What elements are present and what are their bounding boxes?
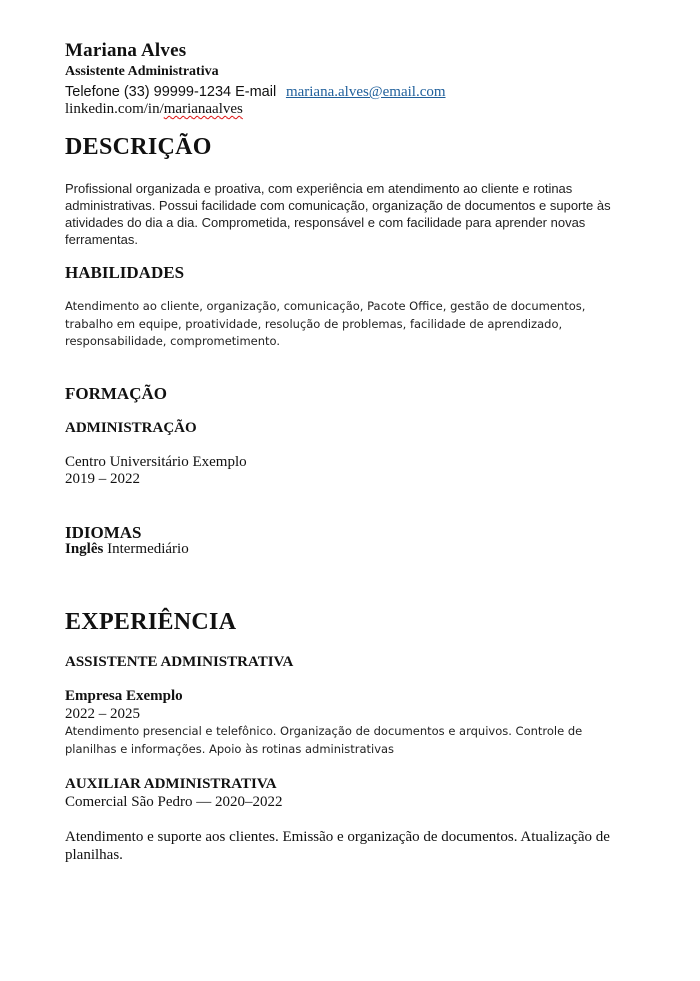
section-heading-formacao: FORMAÇÃO	[65, 384, 167, 403]
section-heading-idiomas: IDIOMAS	[65, 523, 142, 542]
email-link[interactable]: mariana.alves@email.com	[285, 84, 446, 100]
language-level: Intermediário	[107, 541, 189, 557]
section-heading-experiencia: EXPERIÊNCIA	[65, 609, 237, 635]
description-text: Profissional organizada e proativa, com experiência em atendimento ao cliente e rotinas administrativas. Possui facilidade com comunicação, organização de documentos e suporte às atividades do dia a dia. Comprometida, responsável e com facilidade para aprender novas ferramentas.	[65, 181, 611, 247]
language-name: Inglês	[65, 541, 104, 557]
linkedin-prefix: linkedin.com/in/	[65, 101, 164, 117]
candidate-role: Assistente Administrativa	[65, 64, 219, 79]
linkedin-line	[65, 101, 243, 118]
institution: Centro Universitário Exemplo	[65, 454, 247, 470]
phone-text: Telefone (33) 99999-1234 E-mail	[65, 84, 277, 100]
language-entry	[65, 541, 189, 558]
job-period: 2022 – 2025	[65, 706, 140, 722]
job-company: Empresa Exemplo	[65, 688, 183, 704]
job-title: AUXILIAR ADMINISTRATIVA	[65, 776, 277, 792]
course-title: ADMINISTRAÇÃO	[65, 420, 197, 436]
job-title: ASSISTENTE ADMINISTRATIVA	[65, 654, 294, 670]
job-company-period: Comercial São Pedro — 2020–2022	[65, 794, 283, 810]
course-period: 2019 – 2022	[65, 471, 140, 487]
linkedin-handle: marianaalves	[163, 101, 243, 117]
contact-line	[65, 84, 446, 101]
section-heading-descricao: DESCRIÇÃO	[65, 134, 212, 160]
skills-text: Atendimento ao cliente, organização, comunicação, Pacote Office, gestão de documentos, trabalho em equipe, proatividade, resolução de problemas, facilidade de aprendizado, responsabilidade, comprometimento.	[65, 299, 586, 348]
job-description: Atendimento e suporte aos clientes. Emissão e organização de documentos. Atualização de planilhas.	[65, 829, 610, 863]
job-description: Atendimento presencial e telefônico. Organização de documentos e arquivos. Controle de planilhas e informações. Apoio às rotinas administrativas	[65, 724, 583, 756]
section-heading-habilidades: HABILIDADES	[65, 263, 185, 282]
candidate-name: Mariana Alves	[65, 40, 187, 61]
